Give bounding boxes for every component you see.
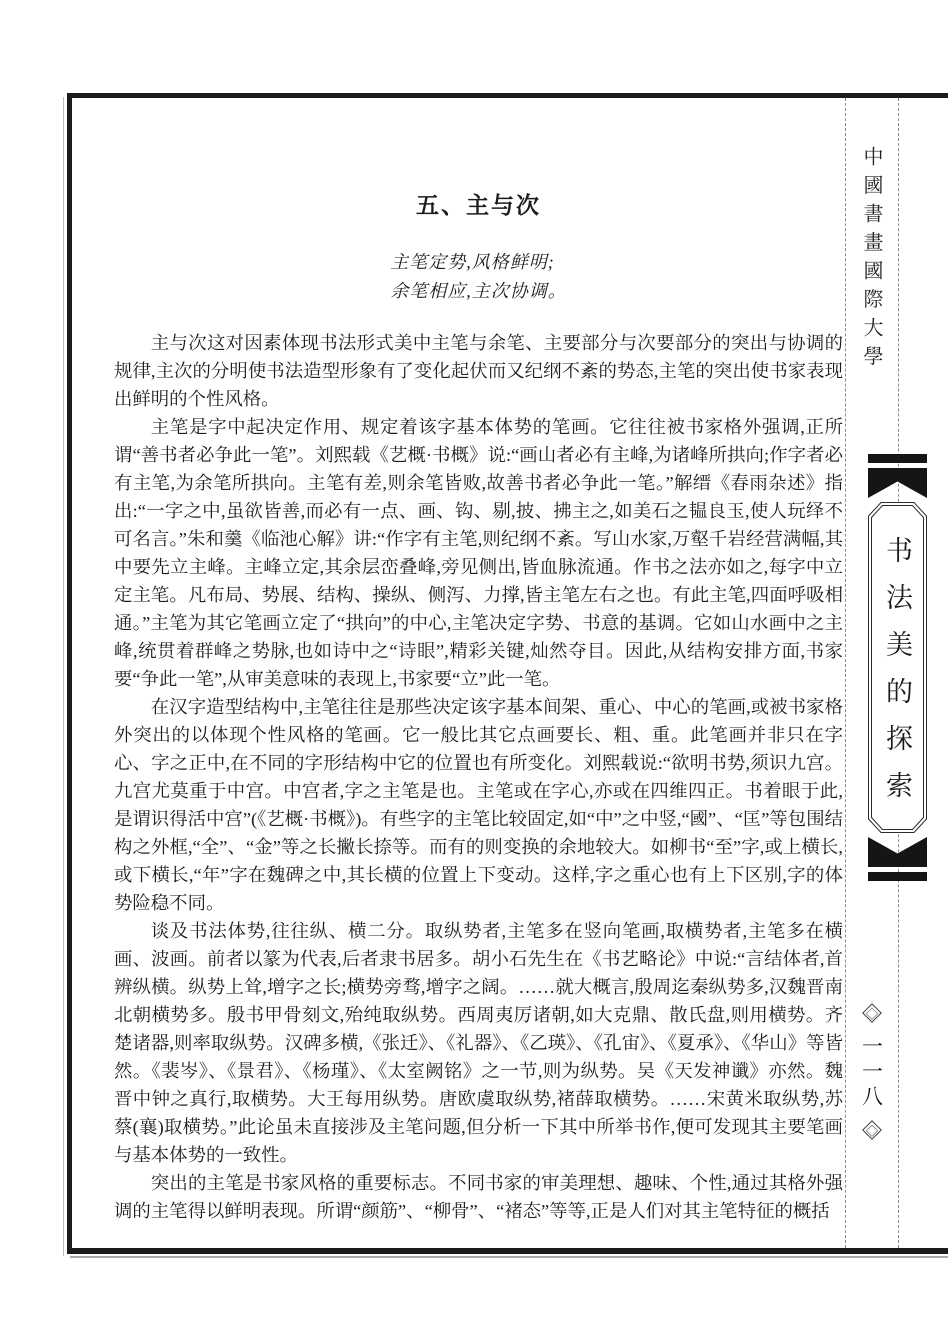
banner-bar-top xyxy=(868,454,927,463)
page-number-block xyxy=(845,1003,898,1140)
paragraph-5: 突出的主笔是书家风格的重要标志。不同书家的审美理想、趣味、个性,通过其格外强调的主笔得以鲜明表现。所谓“颜筋”、“柳骨”、“褚态”等等,正是人们对其主笔特征的概括 xyxy=(114,1173,843,1221)
page-number: 一一八 xyxy=(859,1035,884,1110)
paragraph-2: 主笔是字中起决定作用、规定着该字基本体势的笔画。它往往被书家格外强调,正所谓“善书者必争此一笔”。刘熙载《艺概·书概》说:“画山者必有主峰,为诸峰所拱向;作字者必有主笔,为余笔所拱向。主笔有差,则余笔皆败,故善书者必争此一笔。”解缙《春雨杂述》指出:“一字之中,虽欲皆善,而必有一点、画、钩、剔,披、拂主之,如美石之韫良玉,使人玩绎不可名言。”朱和羹《临池心解》讲:“作字有主笔,则纪纲不紊。写山水家,万壑千岩经营满幅,其中要先立主峰。主峰立定,其余层峦叠峰,旁见侧出,皆血脉流通。作书之法亦如之,每字中立定主笔。凡布局、势展、结构、操纵、侧泻、力撑,皆主笔左右之也。有此主笔,四面呼吸相通。”主笔为其它笔画立定了“拱向”的中心,主笔决定字势、书意的基调。它如山水画中之主峰,统贯着群峰之势脉,也如诗中之“诗眼”,精彩关键,灿然夺目。因此,从结构安排方面,书家要“争此一笔”,从审美意味的表现上,书家要“立”此一笔。 xyxy=(114,417,843,689)
frame-border-left xyxy=(67,93,72,1254)
paragraph-1: 主与次这对因素体现书法形式美中主笔与余笔、主要部分与次要部分的突出与协调的规律,主次的分明使书法造型形象有了变化起伏而又纪纲不紊的势态,主笔的突出使书家表现出鲜明的个性风格。 xyxy=(114,333,843,409)
banner-bar-bottom xyxy=(868,872,927,881)
frame-border-bottom xyxy=(67,1248,948,1254)
banner-box xyxy=(868,502,927,833)
epigraph-line-2: 余笔相应,主次协调。 xyxy=(390,281,567,301)
university-name-vertical xyxy=(845,146,898,374)
epigraph xyxy=(114,248,843,306)
paragraph-3: 在汉字造型结构中,主笔往往是那些决定该字基本间架、重心、中心的笔画,或被书家格外突出的以体现个性风格的笔画。它一般比其它点画要长、粗、重。此笔画并非只在字心、字之正中,在不同的字形结构中它的位置也有所变化。刘熙载说:“欲明书势,须识九宫。九宫尤莫重于中宫。中宫者,字之主笔是也。主笔或在字心,亦或在四维四正。书着眼于此,是谓识得活中宫”(《艺概·书概》)。有些字的主笔比较固定,如“中”之中竖,“國”、“匡”等包围结构之外框,“全”、“金”等之长撇长捺等。而有的则变换的余地较大。如柳书“至”字,或上横长,或下横长,“年”字在魏碑之中,其长横的位置上下变动。这样,字之重心也有上下区别,字的体势险稳不同。 xyxy=(114,697,843,913)
book-title-vertical: 书法美的探索 xyxy=(882,536,912,818)
frame-shadow-left xyxy=(63,97,64,1256)
diamond-icon xyxy=(862,1120,882,1140)
banner-chevron-top-icon xyxy=(868,468,927,498)
article xyxy=(114,93,843,1225)
frame-shadow-bottom xyxy=(70,1256,948,1258)
page-title: 五、主与次 xyxy=(416,193,541,218)
epigraph-line-1: 主笔定势,风格鲜明; xyxy=(390,252,555,272)
book-title-banner xyxy=(868,454,927,881)
article-body xyxy=(114,329,843,1225)
diamond-icon xyxy=(862,1003,882,1023)
paragraph-4: 谈及书法体势,往往纵、横二分。取纵势者,主笔多在竖向笔画,取横势者,主笔多在横画、波画。前者以篆为代表,后者隶书居多。胡小石先生在《书艺略论》中说:“言结体者,首辨纵横。纵势上耸,增字之长;横势旁骛,增字之阔。……就大概言,殷周迄秦纵势多,汉魏晋南北朝横势多。殷书甲骨刻文,殆纯取纵势。西周夷厉诸朝,如大克鼎、散氏盘,则用横势。齐楚诸器,则率取纵势。汉碑多横,《张迁》、《礼器》、《乙瑛》、《孔宙》、《夏承》、《华山》等皆然。《裴岑》、《景君》、《杨瑾》、《太室阙铭》之一节,则为纵势。吴《天发神谶》亦然。魏晋中钟之真行,取横势。大王每用纵势。唐欧虞取纵势,褚薛取横势。……宋黄米取纵势,苏蔡(襄)取横势。”此论虽未直接涉及主笔问题,但分析一下其中所举书作,便可发现其主要笔画与基本体势的一致性。 xyxy=(114,921,843,1165)
university-name-text: 中國書畫國際大學 xyxy=(860,146,882,374)
banner-chevron-bottom-icon xyxy=(868,837,927,867)
